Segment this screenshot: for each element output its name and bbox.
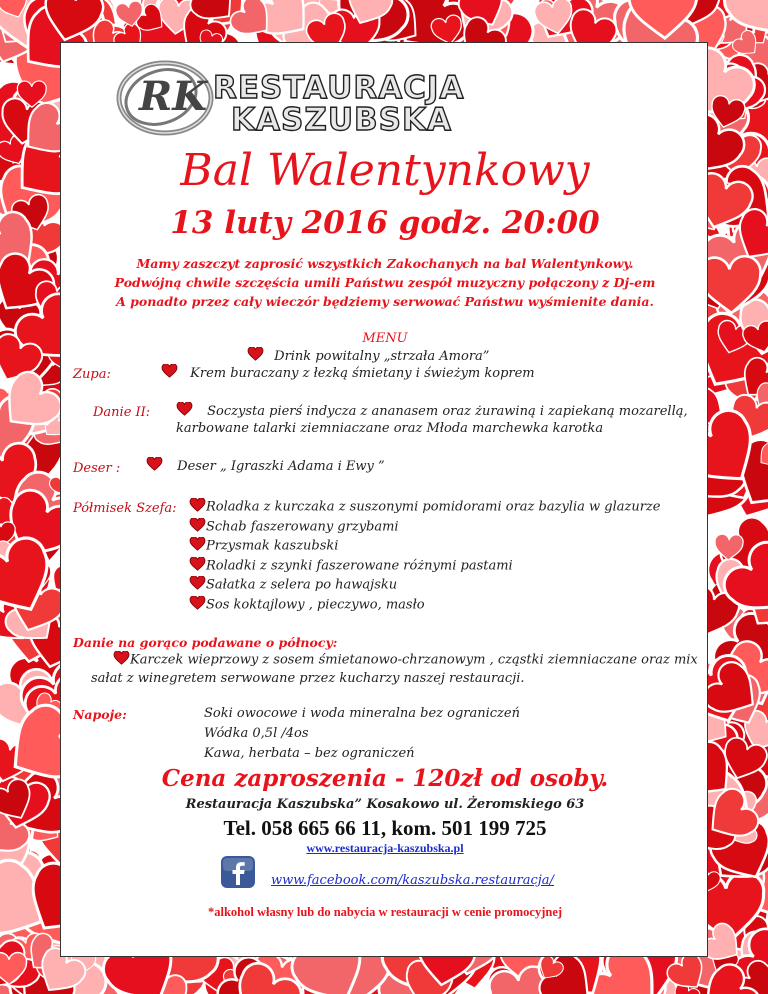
brand-line2: KASZUBSKA — [231, 102, 452, 138]
chef-platter-item-text: Sos koktajlowy , pieczywo, masło — [206, 597, 425, 612]
dessert-item — [146, 457, 385, 475]
chef-platter-item — [189, 557, 513, 575]
heart-icon — [189, 596, 206, 614]
heart-icon — [189, 576, 206, 594]
heart-icon — [146, 457, 163, 475]
page-title: Bal Walentynkowy — [180, 145, 590, 196]
chef-platter-item — [189, 518, 399, 536]
restaurant-logo — [113, 55, 465, 141]
chef-platter-item-text: Roladki z szynki faszerowane różnymi pastami — [206, 558, 513, 573]
chef-platter-item — [189, 576, 397, 594]
heart-icon — [189, 498, 206, 516]
menu-heading: MENU — [362, 331, 408, 346]
heart-icon — [247, 347, 264, 365]
welcome-drink-text: Drink powitalny „strzała Amora” — [274, 348, 490, 364]
facebook-icon[interactable] — [220, 855, 256, 893]
heart-icon — [113, 651, 130, 669]
section-label-chef: Półmisek Szefa: — [73, 501, 177, 516]
section-label-soup: Zupa: — [73, 367, 111, 382]
midnight-line-2: sałat z winegretem serwowane przez kucharzy naszej restauracji. — [91, 671, 525, 686]
soup-item-text: Krem buraczany z łezką śmietany i świeżym koprem — [190, 365, 535, 381]
section-label-main: Danie II: — [93, 405, 151, 420]
welcome-drink — [247, 347, 489, 365]
chef-platter-item-text: Schab faszerowany grzybami — [206, 519, 399, 534]
intro-line-2: Podwójną chwile szczęścia umili Państwu zespół muzyczny połączony z Dj-em — [114, 275, 656, 290]
alcohol-note: *alkohol własny lub do nabycia w restauracji w cenie promocyjnej — [207, 905, 563, 919]
heart-icon — [161, 364, 178, 382]
dessert-item-text: Deser „ Igraszki Adama i Ewy ” — [177, 458, 385, 474]
facebook-link[interactable]: www.facebook.com/kaszubska.restauracja/ — [271, 873, 554, 888]
price: Cena zaproszenia - 120zł od osoby. — [161, 765, 609, 792]
heart-icon — [189, 537, 206, 555]
section-label-dessert: Deser : — [73, 461, 121, 476]
address: Restauracja Kaszubska” Kosakowo ul. Żeromskiego 63 — [185, 797, 585, 812]
chef-platter-item — [189, 537, 338, 555]
main-item-1 — [176, 402, 688, 420]
midnight-line-1 — [113, 651, 698, 669]
soup-item — [161, 364, 535, 382]
chef-platter-item-text: Roladka z kurczaka z suszonymi pomidorami oraz bazylia w glazurze — [206, 499, 661, 515]
midnight-line-1-text: Karczek wieprzowy z sosem śmietanowo-chrzanowym , cząstki ziemniaczane oraz mix — [130, 652, 698, 668]
drink-item-3: Kawa, herbata – bez ograniczeń — [204, 746, 415, 761]
heart-icon — [189, 557, 206, 575]
drink-item-2: Wódka 0,5l /4os — [204, 726, 309, 741]
invitation-card — [60, 42, 708, 957]
main-item-text-1: Soczysta pierś indycza z ananasem oraz żurawiną i zapiekaną mozarellą, — [207, 403, 688, 419]
intro-line-3: A ponadto przez cały wieczór będziemy serwować Państwu wyśmienite dania. — [116, 294, 654, 309]
drink-item-1: Soki owocowe i woda mineralna bez ograniczeń — [204, 706, 520, 721]
website-link[interactable]: www.restauracja-kaszubska.pl — [306, 841, 464, 855]
chef-platter-item-text: Sałatka z selera po hawajsku — [206, 577, 398, 593]
brand-line1: RESTAURACJA — [213, 70, 465, 106]
main-item-text-2: karbowane talarki ziemniaczane oraz Młoda marchewka karotka — [176, 421, 604, 436]
heart-icon — [189, 518, 206, 536]
chef-platter-item-text: Przysmak kaszubski — [206, 538, 339, 554]
chef-platter-item — [189, 498, 660, 516]
chef-platter-item — [189, 596, 425, 614]
phone: Tel. 058 665 66 11, kom. 501 199 725 — [223, 816, 547, 840]
section-label-midnight: Danie na gorąco podawane o północy: — [73, 635, 338, 650]
heart-icon — [176, 402, 193, 420]
logo-monogram: RK — [139, 73, 208, 120]
intro-line-1: Mamy zaszczyt zaprosić wszystkich Zakochanych na bal Walentynkowy. — [136, 256, 634, 271]
event-date: 13 luty 2016 godz. 20:00 — [170, 205, 600, 241]
section-label-drinks: Napoje: — [73, 707, 127, 722]
